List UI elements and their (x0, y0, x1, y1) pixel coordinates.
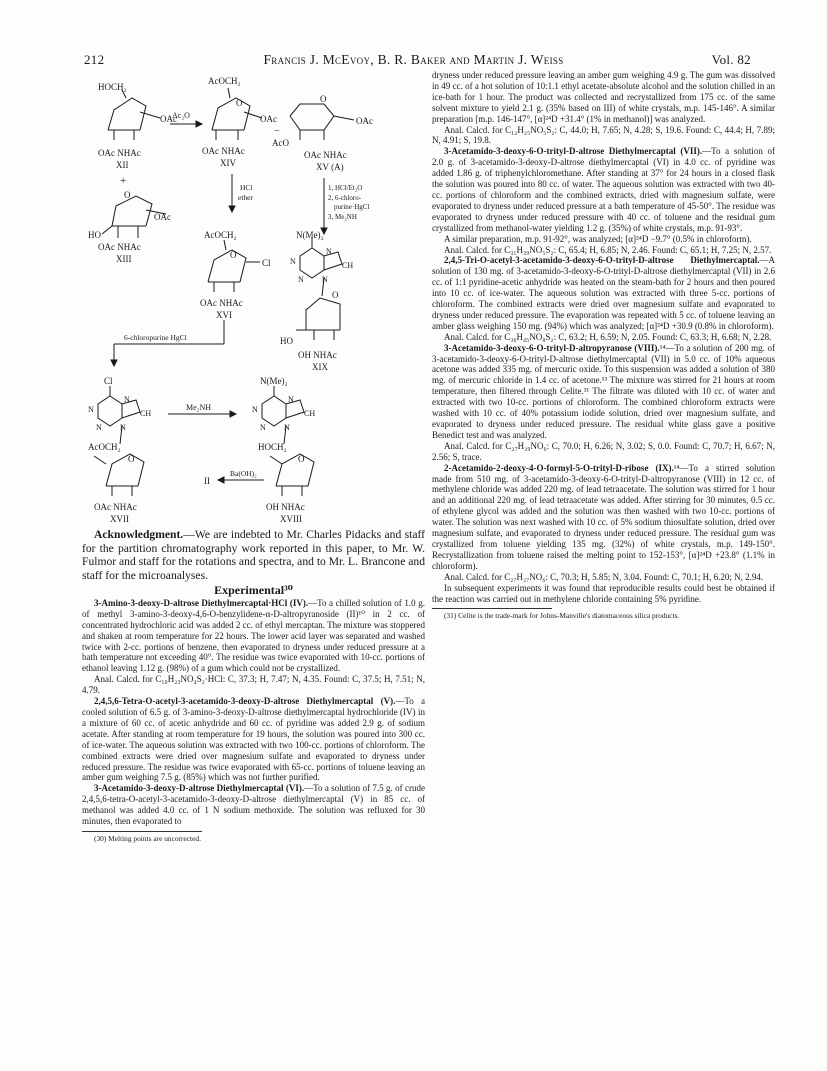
label-ho-xiii: HO (88, 230, 101, 240)
purine-xix-structure (300, 238, 342, 296)
reagent-ether: ether (238, 193, 253, 202)
svg-text:O: O (332, 290, 339, 300)
compound-xix-label: XIX (312, 362, 328, 372)
procedure-vi-continued: dryness under reduced pressure leaving an amber gum weighing 4.9 g. The gum was dissolved in 49 cc. of a hot solution of 10:1.1 ethyl acetate-absolute alcohol and the solution chilled in an ice-bath for 1 hour. The product was collected and recrystallized from 175 cc. of the same solvent mixture to yield 2.1 g. (35% based on III) of white crystals, m.p. 145-146°. A similar preparation [m.p. 146-147°, [α]²⁴D +31.4° (1% in methanol)] was analyzed. (432, 70, 775, 124)
label-o-xiii: O (124, 190, 131, 200)
compound-xiv-structure (212, 88, 262, 140)
label-ho-xix: HO (280, 336, 293, 346)
procedure-vii: 3-Acetamido-3-deoxy-6-O-trityl-D-altrose Diethylmercaptal (VII).—To a solution of 2.0 g. of 3-acetamido-3-deoxy-D-altrose diethylmercaptal (VI) in 4.0 cc. of pyridine was added 1.86 g. of triphenylchloromethane. After standing at 37° for 24 hours in a closed flask the solution was poured into 80 cc. of water. The aqueous solution was extracted with two 40-cc. portions of chloroform and the combined extracts, dried with magnesium sulfate, were evaporated to dryness under reduced pressure at a bath temperature of 45-50°. The residue was evaporated to dryness under reduced pressure with 40 cc. of toluene and the residual gum crystallized from methanol-water yielding 1.2 g. (35%) of white crystals, m.p. 91-93°. (432, 146, 775, 233)
running-title: Francis J. McEvoy, B. R. Baker and Martin J. Weiss (263, 52, 564, 67)
procedure-triacetyl: 2,4,5-Tri-O-acetyl-3-acetamido-3-deoxy-6-O-trityl-D-altrose Diethylmercaptal.—A solution of 130 mg. of 3-acetamido-3-deoxy-6-O-trityl-D-altrose diethylmercaptal (VII) in 2.6 cc. of 1:1 pyridine-acetic anhydride was heated on the steam-bath for 2 hours and then poured into 10 cc. of ice-water. The aqueous solution was extracted with three 5-cc. portions of chloroform. The combined extracts were dried over magnesium sulfate and evaporated to dryness under reduced pressure. The evaporation was repeated with 5 cc. of toluene leaving an amber glass weighing 150 mg. (94%) which was analyzed; [α]²⁴D +30.9 (0.8% in chloroform). (432, 255, 775, 331)
reagent-hcl: HCl (240, 183, 253, 192)
analysis-iv: Anal. Calcd. for C₁₀H₂₃NO₄S₂·HCl: C, 37.3; H, 7.47; N, 4.35. Found: C, 37.5; H, 7.51; N, 4.79. (82, 674, 425, 696)
volume-label: Vol. 82 (711, 52, 751, 67)
label-aco-xv: AcO (272, 138, 289, 148)
step-1: 1, HCl/Et₂O (328, 184, 363, 192)
svg-text:O: O (128, 454, 135, 464)
footnote-30: (30) Melting points are uncorrected. (94, 833, 201, 843)
svg-text:CH: CH (342, 261, 354, 270)
label-cl-xvii: Cl (104, 376, 113, 386)
label-oh-nhac-xix: OH NHAc (298, 350, 337, 360)
svg-text:N: N (124, 395, 130, 404)
label-acoch2-xvii: AcOCH₂ (88, 442, 121, 452)
compound-xvi-structure (208, 240, 260, 292)
step-2b: purine·HgCl (334, 203, 370, 211)
label-oh-nhac-xviii: OH NHAc (266, 502, 305, 512)
compound-xv-structure (290, 104, 354, 140)
analysis-viii: Anal. Calcd. for C₂₇H₂₉NO₆: C, 70.0; H, 6.26; N, 3.02; S, 0.0. Found: C, 70.7; H, 6.67; N, 2.56; S, trace. (432, 440, 775, 462)
acknowledgment: Acknowledgment.—We are indebted to Mr. Charles Pidacks and staff for the partition chromatography work reported in this paper, to Mr. W. Fulmor and staff for the rotations and spectra, and to Mr. L. Brancone and staff for the microanalyses. (82, 528, 426, 582)
procedure-iv: 3-Amino-3-deoxy-D-altrose Diethylmercaptal·HCl (IV).—To a chilled solution of 1.0 g. of methyl 3-amino-3-deoxy-4,6-O-benzylidene-α-D-altropyranoside (II)¹⁰ in 2 cc. of concentrated hydrochloric acid was added 2 cc. of ethyl mercaptan. The mixture was stoppered and shaken at room temperature for 22 hours. The lower acid layer was separated and washed twice with 2-cc. portions of benzene, then evaporated to dryness under reduced pressure at a bath temperature not exceeding 40°. The residue was twice evaporated with 10-cc. portions of ethanol leaving 1.12 g. (98%) of a gum which could not be crystallized. (82, 597, 425, 674)
right-column (432, 70, 775, 620)
svg-text:O: O (236, 98, 243, 108)
label-oac-xiv: OAc (260, 114, 277, 124)
svg-text:O: O (230, 250, 237, 260)
label-oac-nhac-xiii: OAc NHAc (98, 242, 141, 252)
label-hoch2-xii: HOCH₂ (98, 82, 127, 92)
label-cl-xvi: Cl (262, 258, 271, 268)
compound-xv-label: XV (A) (316, 162, 344, 172)
compound-xviii-label: XVIII (280, 514, 302, 524)
svg-text:N: N (290, 257, 296, 266)
page-number: 212 (84, 52, 105, 67)
svg-text:O: O (298, 454, 305, 464)
svg-text:CH: CH (304, 409, 316, 418)
analysis-vi: Anal. Calcd. for C₁₂H₂₅NO₅S₂: C, 44.0; H, 7.65; N, 4.28; S, 19.6. Found: C, 44.4; H, 7.89; N, 4.91; S, 19.8. (432, 124, 775, 146)
label-nme2-xviii: N(Me)₂ (260, 376, 288, 386)
label-oac-nhac-xvi: OAc NHAc (200, 298, 243, 308)
compound-xix-structure (296, 298, 340, 340)
compound-xvii-label: XVII (110, 514, 129, 524)
analysis-triacetyl: Anal. Calcd. for C₃₆H₄₅NO₈S₂: C, 63.2; H, 6.59; N, 2.05. Found: C, 63.3; H, 6.68; N, 2.28. (444, 331, 772, 342)
compound-xii-label: XII (116, 160, 129, 170)
compound-xviii-structure (270, 454, 314, 496)
analysis-ix: Anal. Calcd. for C₂₇H₂₇NO₆: C, 70.3; H, 5.85; N, 3.04. Found: C, 70.1; H, 6.20; N, 2.94. (444, 571, 764, 582)
svg-text:N: N (298, 275, 304, 284)
compound-xvii-structure (94, 454, 144, 496)
svg-text:N: N (288, 395, 294, 404)
plus-sign: + (120, 175, 127, 187)
reagent-baoh2: Ba(OH)₂ (230, 469, 257, 478)
label-acoch2-xiv: AcOCH₂ (208, 76, 241, 86)
label-oac-nhac-xvii: OAc NHAc (94, 502, 137, 512)
label-hoch2-xviii: HOCH₂ (258, 442, 287, 452)
subsequent-experiments: In subsequent experiments it was found that reproducible results could best be obtained if the reaction was carried out in methylene chloride containing 5% pyridine. (432, 582, 775, 604)
label-oac-nhac-xii: OAc NHAc (98, 148, 141, 158)
svg-text:O: O (320, 94, 327, 104)
svg-text:N: N (96, 423, 102, 432)
label-oac-nhac-xiv: OAc NHAc (202, 146, 245, 156)
svg-text:N: N (326, 247, 332, 256)
label-oac-xiii: OAc (154, 212, 171, 222)
purine-xviii-structure (262, 386, 304, 444)
reaction-scheme (84, 68, 420, 544)
label-oac-xv: OAc (356, 116, 373, 126)
svg-text:N: N (260, 423, 266, 432)
label-oac-nhac-xv: OAc NHAc (304, 150, 347, 160)
step-2: 2, 6-chloro- (328, 194, 362, 202)
analysis-vii: Anal. Calcd. for C₃₁H₃₉NO₅S₂: C, 65.4; H, 6.85; N, 2.46. Found: C, 65.1; H, 7.25; N, 2.57. (444, 244, 772, 255)
compound-xiii-label: XIII (116, 254, 132, 264)
label-acoch2-xvi: AcOCH₂ (204, 230, 237, 240)
step-3: 3, Me₂NH (328, 213, 357, 221)
compound-ii-label: II (204, 476, 210, 486)
footnote-31: (31) Celite is the trade-mark for Johns-Manville's diatomaceous silica products. (444, 611, 680, 621)
svg-text:N: N (252, 405, 258, 414)
compound-xiv-label: XIV (220, 158, 236, 168)
left-column (82, 528, 425, 843)
procedure-vi: 3-Acetamido-3-deoxy-D-altrose Diethylmercaptal (VI).—To a solution of 7.5 g. of crude 2,4,5,6-tetra-O-acetyl-3-acetamido-3-deoxy-D-altrose diethylmercaptal (V) in 85 cc. of methanol was added 4.0 cc. of 1 N sodium methoxide. The solution was refluxed for 30 minutes, then evaporated to (82, 783, 425, 827)
reagent-ac2o: Ac₂O (172, 111, 190, 120)
svg-text:N: N (88, 405, 94, 414)
svg-text:N: N (120, 423, 126, 432)
label-oac-xii: OAc (160, 114, 177, 124)
svg-text:CH: CH (140, 409, 152, 418)
procedure-ix: 2-Acetamido-2-deoxy-4-O-formyl-5-O-trityl-D-ribose (IX).¹⁴—To a stirred solution made from 510 mg. of 3-acetamido-3-deoxy-6-O-trityl-D-altropyranose (VIII) in 12 cc. of methylene chloride was added 220 mg. of lead tetraacetate. The solution was stirred for 1 hour and an additional 220 mg. of lead tetraacetate was added. After stirring for 30 minutes, 0.5 cc. of ethylene glycol was added and the solution was then washed with two 10-cc. portions of water. The solution was next washed with 10 cc. of 5% sodium thiosulfate solution, dried over magnesium sulfate, and evaporated to dryness under reduced pressure. The residual gum was crystallized from toluene yielding 135 mg. (32%) of white crystals, m.p. 149-150°. Recrystallization from toluene raised the melting point to 152-153°, [α]²⁴D +23.8° (1.1% in chloroform). (432, 462, 775, 571)
reagent-me2nh: Me₂NH (186, 403, 212, 412)
compound-xii-structure (108, 90, 160, 140)
svg-text:−: − (274, 126, 280, 137)
procedure-viii: 3-Acetamido-3-deoxy-6-O-trityl-D-altropyranose (VIII).¹⁴—To a solution of 200 mg. of 3-acetamido-3-deoxy-6-O-trityl-D-altrose diethylmercaptal (VII) in 5.0 cc. of 10% aqueous acetone was added 335 mg. of mercuric oxide. To this suspension was added a solution of 380 mg. of mercuric chloride in 1.4 cc. of acetone.¹³ The mixture was stirred for 21 hours at room temperature, then filtered through Celite.³¹ The filtrate was diluted with 10 cc. of water and extracted with two 10-cc. portions of chloroform. The combined chloroform extracts were washed with 10 cc. of 40% potassium iodide solution, dried over magnesium sulfate, and evaporated to dryness under reduced pressure. The residual white glass gave a positive Benedict test and was analyzed. (432, 342, 775, 440)
purine-xvii-structure (98, 386, 140, 444)
svg-text:N: N (284, 423, 290, 432)
experimental-heading: Experimental³⁰ (214, 583, 293, 597)
label-nme2-top: N(Me)₂ (296, 230, 324, 240)
compound-xvi-label: XVI (216, 310, 232, 320)
reagent-chloropurine-hgcl: 6-chloropurine HgCl (124, 333, 187, 342)
procedure-v: 2,4,5,6-Tetra-O-acetyl-3-acetamido-3-deoxy-D-altrose Diethylmercaptal (V).—To a cooled solution of 6.5 g. of 3-amino-3-deoxy-D-altrose diethylmercaptal hydrochloride (IV) in a mixture of 60 cc. of acetic anhydride and 60 cc. of pyridine was added 2.9 g. of sodium acetate. After standing at room temperature for 19 hours, the solution was poured into 300 cc. of ice-water. The aqueous solution was extracted with two 100-cc. portions of chloroform. The combined extracts were dried over magnesium sulfate and evaporated to dryness under reduced pressure. The residue was twice evaporated with 65-cc. portions of toluene leaving an amber gum weighing 7.5 g. (85%) which was not further purified. (82, 696, 425, 783)
svg-text:N: N (322, 275, 328, 284)
procedure-vii-similar: A similar preparation, m.p. 91-92°, was analyzed; [α]²⁴D −9.7° (0.5% in chloroform). (444, 233, 752, 244)
